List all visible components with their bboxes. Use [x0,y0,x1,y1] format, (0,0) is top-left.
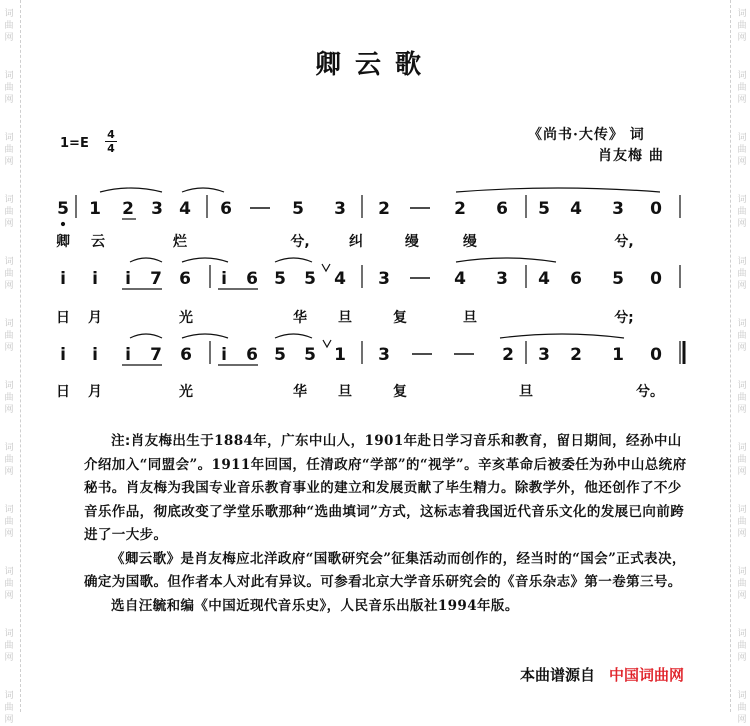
watermark-text: 词 曲 网 [4,505,14,539]
score-note: 5 [538,199,550,219]
score-note: 5 [304,269,316,289]
score-lyric: 日 [56,310,70,326]
score-breath-mark [322,264,330,271]
score-lyric: 缦 [405,234,419,250]
score-note: i [92,345,98,365]
score-dot [62,223,65,226]
watermark-text: 词 曲 网 [737,629,747,663]
watermark-text: 词 曲 网 [737,257,747,291]
score-breath-mark [323,340,331,347]
score-note: 1 [612,345,624,365]
watermark-text: 词 曲 网 [4,691,14,725]
score-note: 0 [650,269,662,289]
time-signature-bottom: 4 [107,142,115,155]
score-note: i [221,269,227,289]
score-note: i [60,345,66,365]
watermark-text: 词 曲 网 [4,381,14,415]
score-slur [130,258,162,262]
score-note: 3 [151,199,163,219]
score-note: 4 [179,199,191,219]
score-lyric: 复 [393,384,407,400]
score-note: 2 [570,345,582,365]
score-note: 6 [246,269,258,289]
score-note: 4 [334,269,346,289]
score-lyric: 旦 [338,310,352,326]
notes-section [84,430,694,618]
score-note: 6 [180,345,192,365]
site-name: 中国词曲网 [609,666,685,684]
score-note: i [125,269,131,289]
watermark-text: 词 曲 网 [4,257,14,291]
watermark-text: 词 曲 网 [4,319,14,353]
score-note: 2 [502,345,514,365]
score-lyric: 光 [179,384,193,400]
watermark-text: 词 曲 网 [737,505,747,539]
score-note: 3 [538,345,550,365]
score-note: 6 [496,199,508,219]
score-lyric: 旦 [338,384,352,400]
source-credit [520,664,684,685]
score-lyric: 兮; [614,310,634,326]
watermark-text: 词 曲 网 [737,691,747,725]
key-signature: 1=E [60,136,89,151]
score-note: 6 [179,269,191,289]
score-note: 3 [378,345,390,365]
score-lyric: 缦 [463,234,477,250]
score-note: 5 [292,199,304,219]
watermark-text: 词 曲 网 [4,567,14,601]
score-note: i [60,269,66,289]
watermark-text: 词 曲 网 [4,195,14,229]
note-paragraph: 注:肖友梅出生于1884年，广东中山人，1901年赴日学习音乐和教育，留日期间，经孙中山介绍加入“同盟会”。1911年回国，任清政府“学部”的“视学”。辛亥革命后被委任为孙中山总统府秘书。肖友梅为我国专业音乐教育事业的建立和发展贡献了毕生精力。除教学外，他还创作了不少音乐作品，彻底改变了学堂乐歌那种“选曲填词”方式，这标志着我国近代音乐文化的发展已向前跨进了一大步。 [84,433,687,543]
note-paragraph: 选自汪毓和编《中国近现代音乐史》，人民音乐出版社1994年版。 [111,597,519,614]
watermark-text: 词 曲 网 [4,629,14,663]
score-note: 5 [304,345,316,365]
score-slur [182,188,224,192]
score-slur [182,334,228,338]
score-note: 3 [612,199,624,219]
score-note: 6 [570,269,582,289]
score-note: 6 [246,345,258,365]
score-note: 5 [274,269,286,289]
score-lyric: 光 [179,310,193,326]
score-lyric: 兮。 [636,384,664,400]
watermark-text: 词 曲 网 [737,567,747,601]
score-note: 5 [274,345,286,365]
score-note: 0 [650,199,662,219]
watermark-text: 词 曲 网 [4,443,14,477]
lyricist-credit: 《尚书·大传》 词 [528,127,645,143]
score-slur [456,258,556,262]
score-note: 2 [454,199,466,219]
score-slur [130,334,162,338]
score-note: 1 [89,199,101,219]
notes-label: 注: [111,433,131,449]
source-label: 本曲谱源自 [520,666,596,684]
score-slur [456,188,660,192]
watermark-text: 词 曲 网 [737,443,747,477]
score-lyric: 日 [56,384,70,400]
score-note: 2 [378,199,390,219]
score-slur [100,188,162,192]
score-lyric: 旦 [463,310,477,326]
watermark-text: 词 曲 网 [4,71,14,105]
score-slur [500,334,624,338]
score-slur [275,334,312,338]
score-lyric: 纠 [349,234,363,250]
score-lyric: 月 [88,310,102,326]
watermark-text: 词 曲 网 [737,381,747,415]
score-lyric: 华 [293,310,307,326]
note-paragraph: 《卿云歌》是肖友梅应北洋政府“国歌研究会”征集活动而创作的，经当时的“国会”正式表决，确定为国歌。但作者本人对此有异议。可参看北京大学音乐研究会的《音乐杂志》第一卷第三号。 [84,550,686,590]
score-note: 4 [570,199,582,219]
watermark-text: 词 曲 网 [737,9,747,43]
score-note: 4 [454,269,466,289]
score-note: i [125,345,131,365]
watermark-text: 词 曲 网 [4,9,14,43]
time-signature-top: 4 [107,128,115,141]
score-note: 1 [334,345,346,365]
watermark-text: 词 曲 网 [737,319,747,353]
score-lyric: 卿 [56,234,70,250]
score-note: 5 [612,269,624,289]
score-slur [182,258,228,262]
score-note: i [92,269,98,289]
score-note: 3 [496,269,508,289]
watermark-text: 词 曲 网 [737,195,747,229]
score-note: 2 [122,199,134,219]
composer-credit: 肖友梅 曲 [598,148,664,164]
score-lyric: 烂 [173,234,187,250]
score-lyric: 云 [91,234,105,250]
score-note: 7 [150,345,162,365]
score-note: 5 [57,199,69,219]
watermark-text: 词 曲 网 [737,71,747,105]
score-note: i [221,345,227,365]
score-note: 4 [538,269,550,289]
score-lyric: 旦 [519,384,533,400]
watermark-text: 词 曲 网 [737,133,747,167]
score-note: 0 [650,345,662,365]
score-lyric: 华 [293,384,307,400]
score-note: 3 [334,199,346,219]
score-lyric: 兮, [290,234,310,250]
score-note: 7 [150,269,162,289]
score-note: 6 [220,199,232,219]
score-lyric: 月 [88,384,102,400]
score-note: 3 [378,269,390,289]
score-lyric: 兮, [614,234,634,250]
score-slur [275,258,312,262]
page-title: 卿云歌 [314,50,435,80]
score-lyric: 复 [393,310,407,326]
watermark-text: 词 曲 网 [4,133,14,167]
